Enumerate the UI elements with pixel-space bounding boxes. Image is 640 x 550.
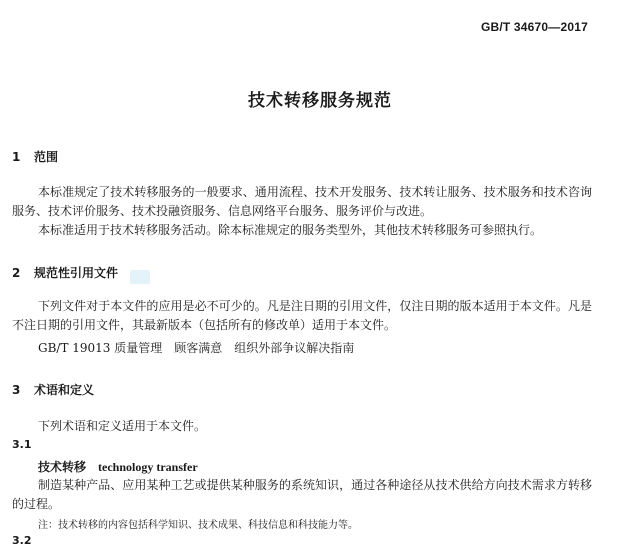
standard-code: GB/T 34670—2017 [480,20,588,34]
subsection-3-1-number: 3.1 [12,438,32,451]
section-number: 1 [12,150,21,164]
section-1-heading [12,148,58,165]
term-english: technology transfer [98,460,198,474]
section-title: 术语和定义 [34,383,95,397]
section-2-heading [12,264,118,281]
section-3-heading [12,381,94,398]
reference-part-2: 组织外部争议解决指南 [234,341,355,355]
reference-code: GB/T 19013 质量管理 [38,341,163,355]
section-2-paragraph-1: 下列文件对于本文件的应用是必不可少的。凡是注日期的引用文件，仅注日期的版本适用于本文件。凡是不注日期的引用文件，其最新版本（包括所有的修改单）适用于本文件。 [12,299,592,332]
term-definition: 制造某种产品、应用某种工艺或提供某种服务的系统知识，通过各种途径从技术供给方向技术需求方转移的过程。 [12,478,592,511]
watermark-mark [130,270,150,284]
section-3-paragraph-1: 下列术语和定义适用于本文件。 [38,419,207,433]
term-note: 注：技术转移的内容包括科学知识、技术成果、科技信息和科技能力等。 [38,520,358,531]
document-title: 技术转移服务规范 [248,91,392,111]
normative-reference [38,339,354,356]
subsection-3-2-number: 3.2 [12,534,32,547]
section-title: 规范性引用文件 [34,266,119,280]
section-1-paragraph-2: 本标准适用于技术转移服务活动。除本标准规定的服务类型外，其他技术转移服务可参照执行。 [38,223,543,237]
section-number: 3 [12,383,21,397]
reference-part-1: 顾客满意 [174,341,223,355]
term-entry [38,458,198,475]
term-chinese: 技术转移 [38,460,87,474]
section-1-paragraph-1: 本标准规定了技术转移服务的一般要求、通用流程、技术开发服务、技术转让服务、技术服务和技术咨询服务、技术评价服务、技术投融资服务、信息网络平台服务、服务评价与改进。 [12,185,592,218]
section-number: 2 [12,266,21,280]
section-title: 范围 [34,150,59,164]
